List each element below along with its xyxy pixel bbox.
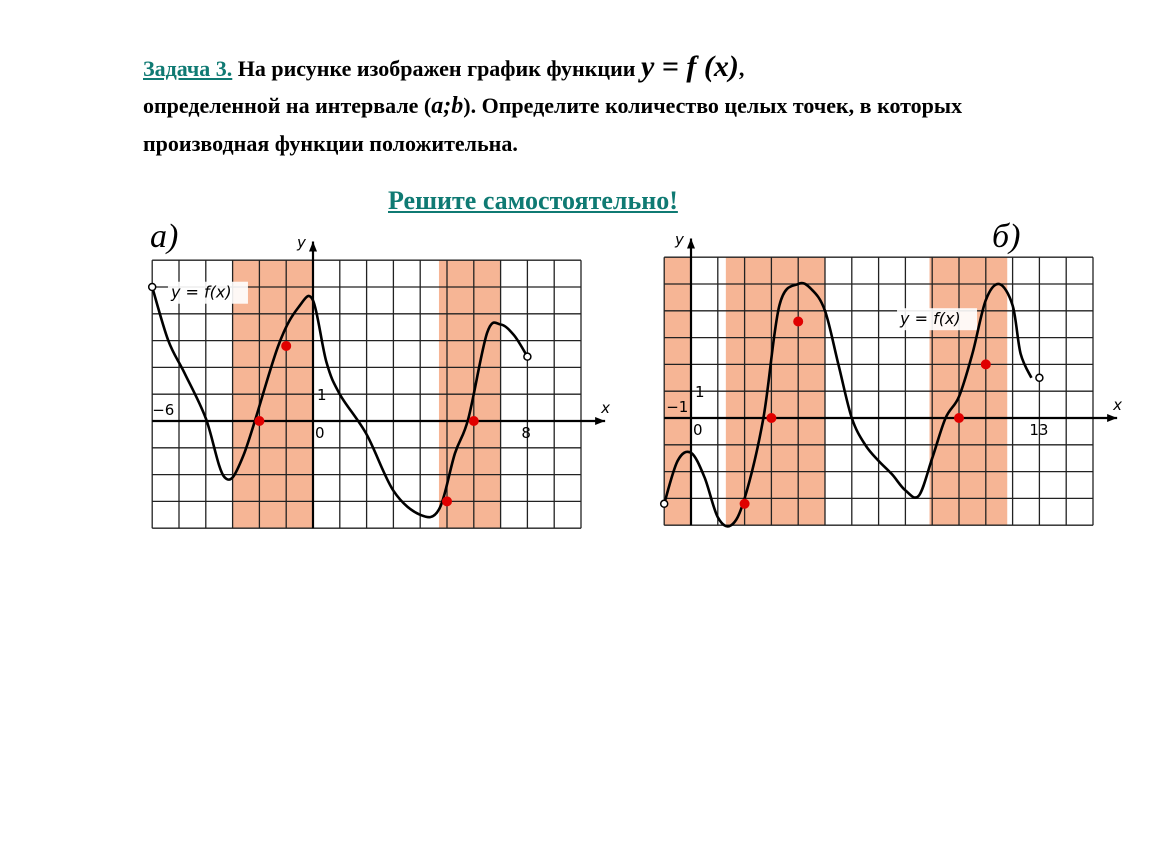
task-text-1: На рисунке изображен график функции bbox=[232, 56, 641, 81]
tick-label-x-min: −1 bbox=[666, 398, 689, 416]
tick-label-origin: 0 bbox=[315, 424, 325, 442]
panel-label-a: а) bbox=[150, 218, 179, 255]
task-statement bbox=[143, 48, 1023, 162]
panel-label-b: б) bbox=[992, 218, 1021, 255]
tick-label-y-one: 1 bbox=[317, 386, 327, 405]
x-axis-arrow bbox=[1107, 414, 1117, 422]
function-formula: y = f (x) bbox=[640, 50, 739, 83]
marked-point-2 bbox=[442, 496, 452, 506]
chart-a-svg bbox=[138, 218, 611, 534]
marked-point-0 bbox=[254, 416, 264, 426]
chart-b-svg bbox=[645, 218, 1123, 534]
marked-point-0 bbox=[740, 499, 750, 509]
solve-yourself-link[interactable]: Решите самостоятельно! bbox=[388, 186, 678, 215]
open-endpoint-0 bbox=[149, 284, 156, 291]
marked-point-2 bbox=[793, 317, 803, 327]
tick-label-x-max: 8 bbox=[521, 424, 531, 442]
y-axis-label: y bbox=[297, 233, 306, 252]
marked-point-1 bbox=[281, 341, 291, 351]
chart-panel-a bbox=[138, 218, 611, 534]
open-endpoint-0 bbox=[661, 500, 668, 507]
marked-point-1 bbox=[766, 413, 776, 423]
task-text-4: ). Определите количество целых точек, в которых производная функции положительна. bbox=[143, 93, 963, 156]
marked-point-4 bbox=[981, 359, 991, 369]
x-axis-label: x bbox=[601, 399, 611, 417]
y-axis-arrow bbox=[309, 241, 317, 251]
tick-label-x-min: −6 bbox=[152, 401, 175, 419]
function-label: y = f(x) bbox=[900, 309, 961, 329]
x-axis-arrow bbox=[595, 417, 605, 425]
tick-label-origin: 0 bbox=[693, 421, 703, 439]
y-axis-label: y bbox=[675, 230, 684, 249]
task-text-2: , bbox=[738, 56, 745, 81]
x-axis-label: x bbox=[1113, 396, 1123, 414]
marked-point-3 bbox=[469, 416, 479, 426]
tick-label-x-max: 13 bbox=[1029, 421, 1049, 439]
chart-panel-b bbox=[645, 218, 1123, 534]
tick-label-y-one: 1 bbox=[695, 383, 705, 402]
open-endpoint-1 bbox=[524, 353, 531, 360]
task-text-3: определенной на интервале ( bbox=[143, 93, 432, 118]
interval-ab: a;b bbox=[431, 93, 464, 119]
function-label: y = f(x) bbox=[170, 282, 232, 302]
y-axis-arrow bbox=[687, 238, 695, 248]
marked-point-3 bbox=[954, 413, 964, 423]
open-endpoint-1 bbox=[1036, 374, 1043, 381]
task-label: Задача 3. bbox=[143, 56, 233, 81]
